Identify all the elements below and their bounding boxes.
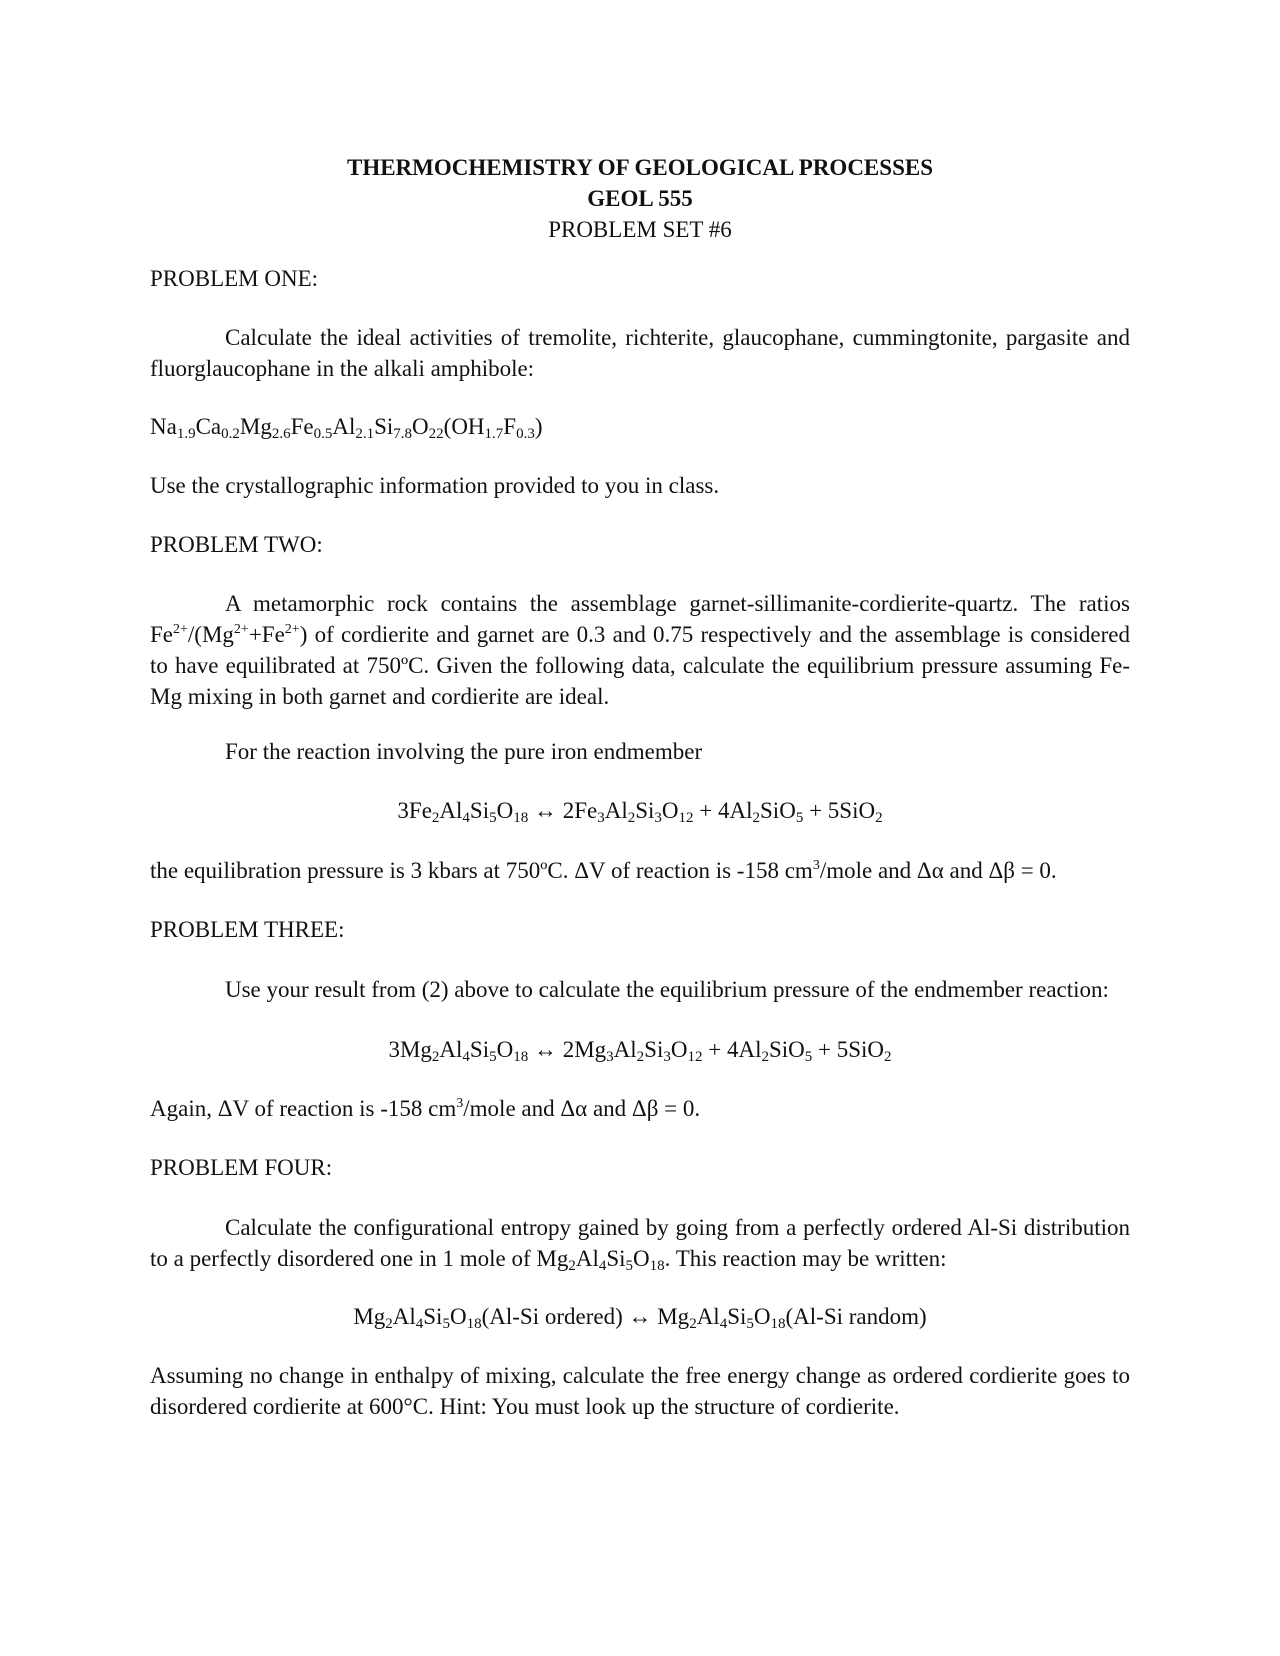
- problem-three-note: Again, ΔV of reaction is -158 $cm^3$/mole and Δα and Δβ = 0.: [150, 1096, 701, 1121]
- problem-four-conclusion: Assuming no change in enthalpy of mixing, calculate the free energy change as ordered cordierite goes to disordered cordierite at 600°C. Hint: You must look up the structure of cordierite.: [150, 1363, 1130, 1419]
- problem-one-note: Use the crystallographic information provided to you in class.: [150, 473, 720, 498]
- problem-three-heading: PROBLEM THREE:: [150, 917, 345, 942]
- problem-three-text: Use your result from (2) above to calculate the equilibrium pressure of the endmember reaction:: [225, 977, 1109, 1002]
- magnesium-endmember-equation: $3Mg_2Al_4Si_5O_{18}$ ↔ $2Mg_3Al_2Si_3O_{12} + 4Al_2SiO_5 + 5SiO_2$: [388, 1037, 892, 1065]
- cordierite-ordering-equation: $Mg_2Al_4Si_5O_{18}(Al-Si$ ordered) ↔ $Mg_2Al_4Si_5O_{18}(Al-Si$ random): [353, 1304, 927, 1332]
- amphibole-formula: $Na_{1.9}Ca_{0.2}Mg_{2.6}Fe_{0.5}Al_{2.1}Si_{7.8}O_{22}(OH_{1.7}F_{0.3})$: [150, 414, 543, 442]
- problem-set-label: PROBLEM SET #6: [548, 217, 732, 242]
- problem-two-result: the equilibration pressure is 3 kbars at 750ºC. ΔV of reaction is -158 $cm^3$/mole and Δα and Δβ = 0.: [150, 858, 1057, 883]
- problem-one-heading: PROBLEM ONE:: [150, 266, 319, 291]
- iron-endmember-equation: $3Fe_2Al_4Si_5O_{18}$ ↔ $2Fe_3Al_2Si_3O_{12} + 4Al_2SiO_5 + 5SiO_2$: [397, 798, 883, 826]
- course-code: GEOL 555: [587, 186, 693, 211]
- document-header: [0, 152, 1280, 245]
- problem-four-heading: PROBLEM FOUR:: [150, 1155, 333, 1180]
- problem-two-heading: PROBLEM TWO:: [150, 532, 323, 557]
- problem-two-reaction-intro: For the reaction involving the pure iron endmember: [225, 739, 703, 764]
- problem-four-text: Calculate the configurational entropy gained by going from a perfectly ordered Al-Si distribution to a perfectly disordered one in 1 mole of $Mg_2Al_4Si_5O_{18}$. This reaction may be written:: [150, 1215, 1130, 1274]
- problem-one-text: Calculate the ideal activities of tremolite, richterite, glaucophane, cummingtonite, pargasite and fluorglaucophane in the alkali amphibole:: [150, 325, 1130, 381]
- problem-two-text: A metamorphic rock contains the assemblage garnet-sillimanite-cordierite-quartz. The ratios $Fe^{2+}/(Mg^{2+}+Fe^{2+})$ of cordierite and garnet are 0.3 and 0.75 respectively and the assemblage is considered to have equilibrated at 750ºC. Given the following data, calculate the equilibrium pressure assuming Fe-Mg mixing in both garnet and cordierite are ideal.: [150, 591, 1130, 709]
- document-title: THERMOCHEMISTRY OF GEOLOGICAL PROCESSES: [346, 155, 933, 180]
